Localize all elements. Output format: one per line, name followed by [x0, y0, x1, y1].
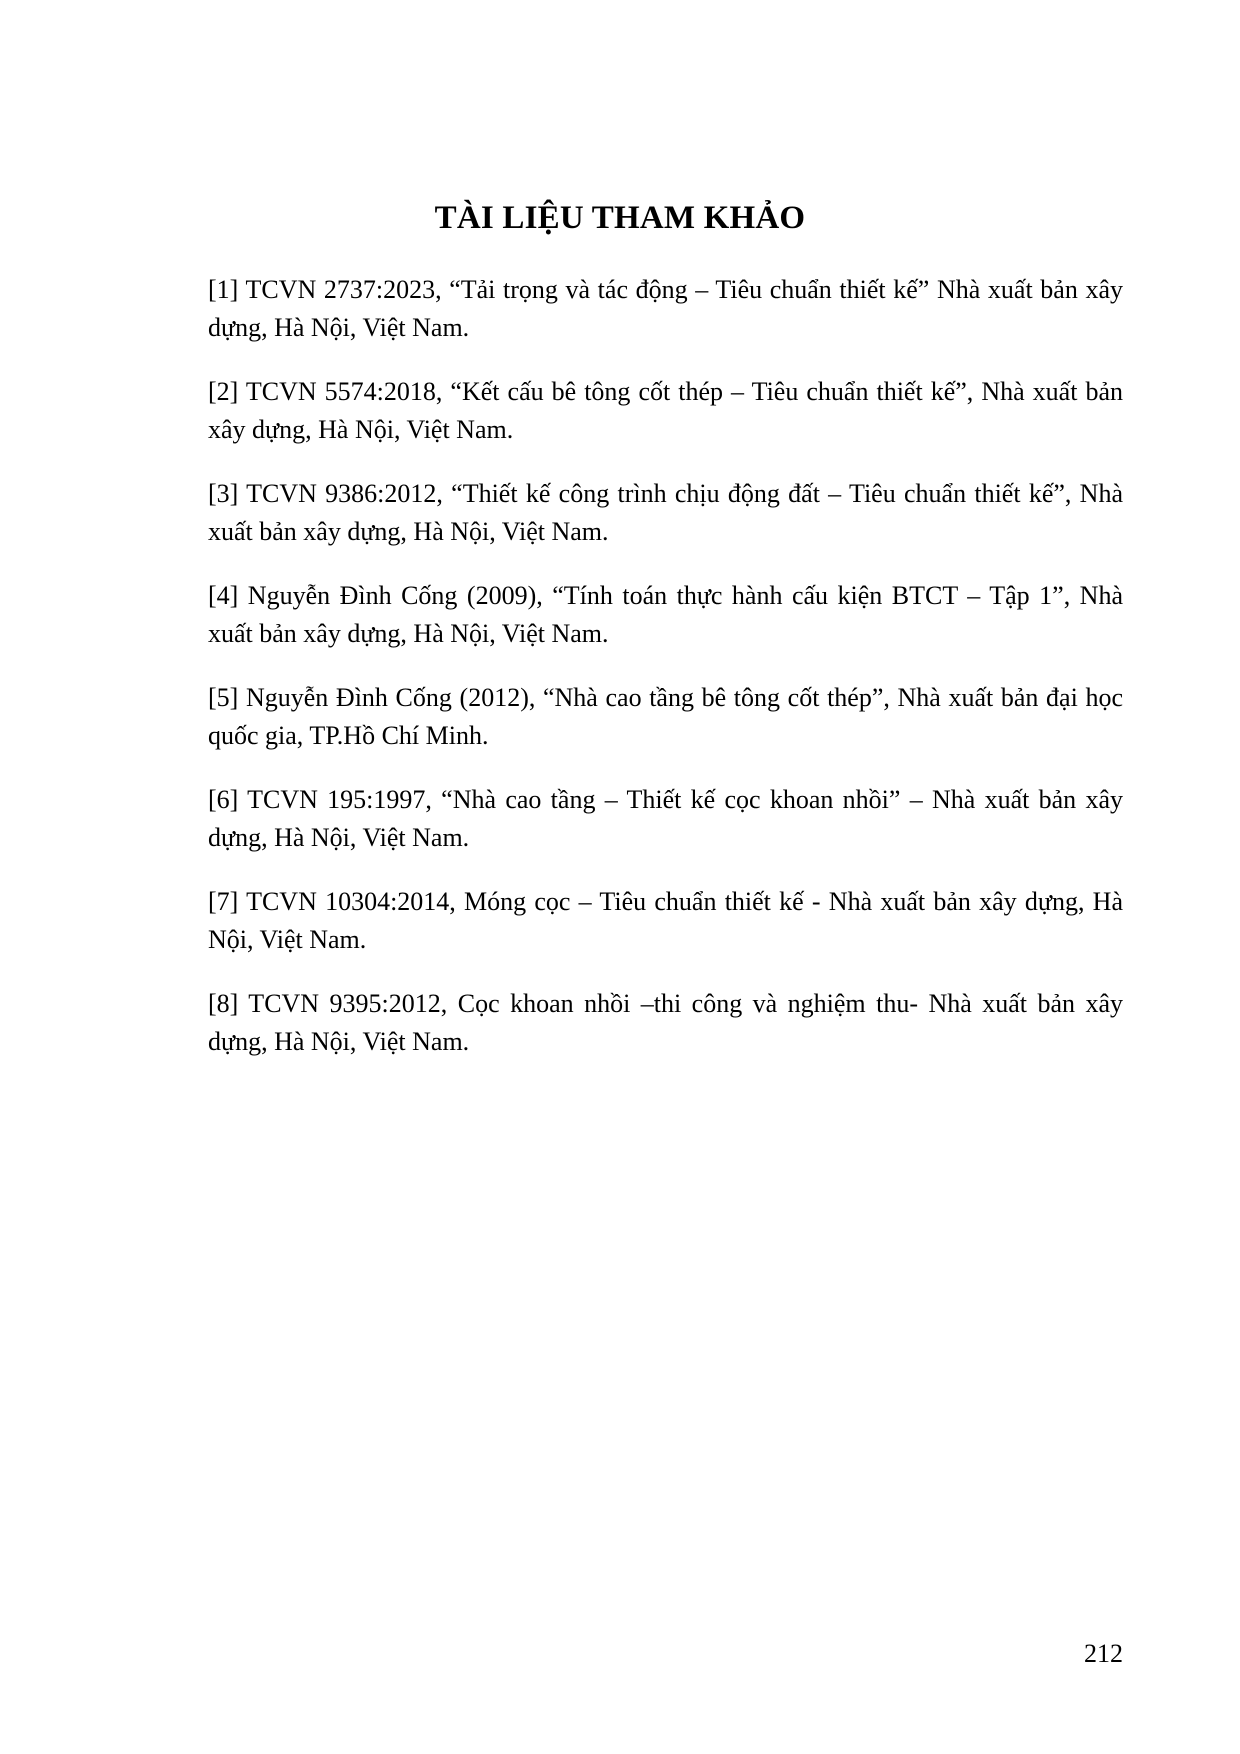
reference-list: [208, 245, 1123, 1072]
reference-item-7: [7] TCVN 10304:2014, Móng cọc – Tiêu chuẩn thiết kế - Nhà xuất bản xây dựng, Hà Nội, Việt Nam.: [208, 887, 1123, 954]
reference-item-5: [5] Nguyễn Đình Cống (2012), “Nhà cao tầng bê tông cốt thép”, Nhà xuất bản đại học quốc gia, TP.Hồ Chí Minh.: [208, 683, 1123, 750]
reference-item-2: [2] TCVN 5574:2018, “Kết cấu bê tông cốt thép – Tiêu chuẩn thiết kế”, Nhà xuất bản xây dựng, Hà Nội, Việt Nam.: [208, 377, 1123, 444]
reference-item-8: [8] TCVN 9395:2012, Cọc khoan nhồi –thi công và nghiệm thu- Nhà xuất bản xây dựng, Hà Nội, Việt Nam.: [208, 989, 1123, 1056]
reference-item-3: [3] TCVN 9386:2012, “Thiết kế công trình chịu động đất – Tiêu chuẩn thiết kế”, Nhà xuất bản xây dựng, Hà Nội, Việt Nam.: [208, 479, 1123, 546]
reference-item-1: [1] TCVN 2737:2023, “Tải trọng và tác động – Tiêu chuẩn thiết kế” Nhà xuất bản xây dựng, Hà Nội, Việt Nam.: [208, 275, 1123, 342]
reference-item-4: [4] Nguyễn Đình Cống (2009), “Tính toán thực hành cấu kiện BTCT – Tập 1”, Nhà xuất bản xây dựng, Hà Nội, Việt Nam.: [208, 581, 1123, 648]
page-title: TÀI LIỆU THAM KHẢO: [434, 200, 806, 237]
reference-item-6: [6] TCVN 195:1997, “Nhà cao tầng – Thiết kế cọc khoan nhồi” – Nhà xuất bản xây dựng, Hà Nội, Việt Nam.: [208, 785, 1123, 852]
page-number: 212: [1084, 1639, 1123, 1668]
